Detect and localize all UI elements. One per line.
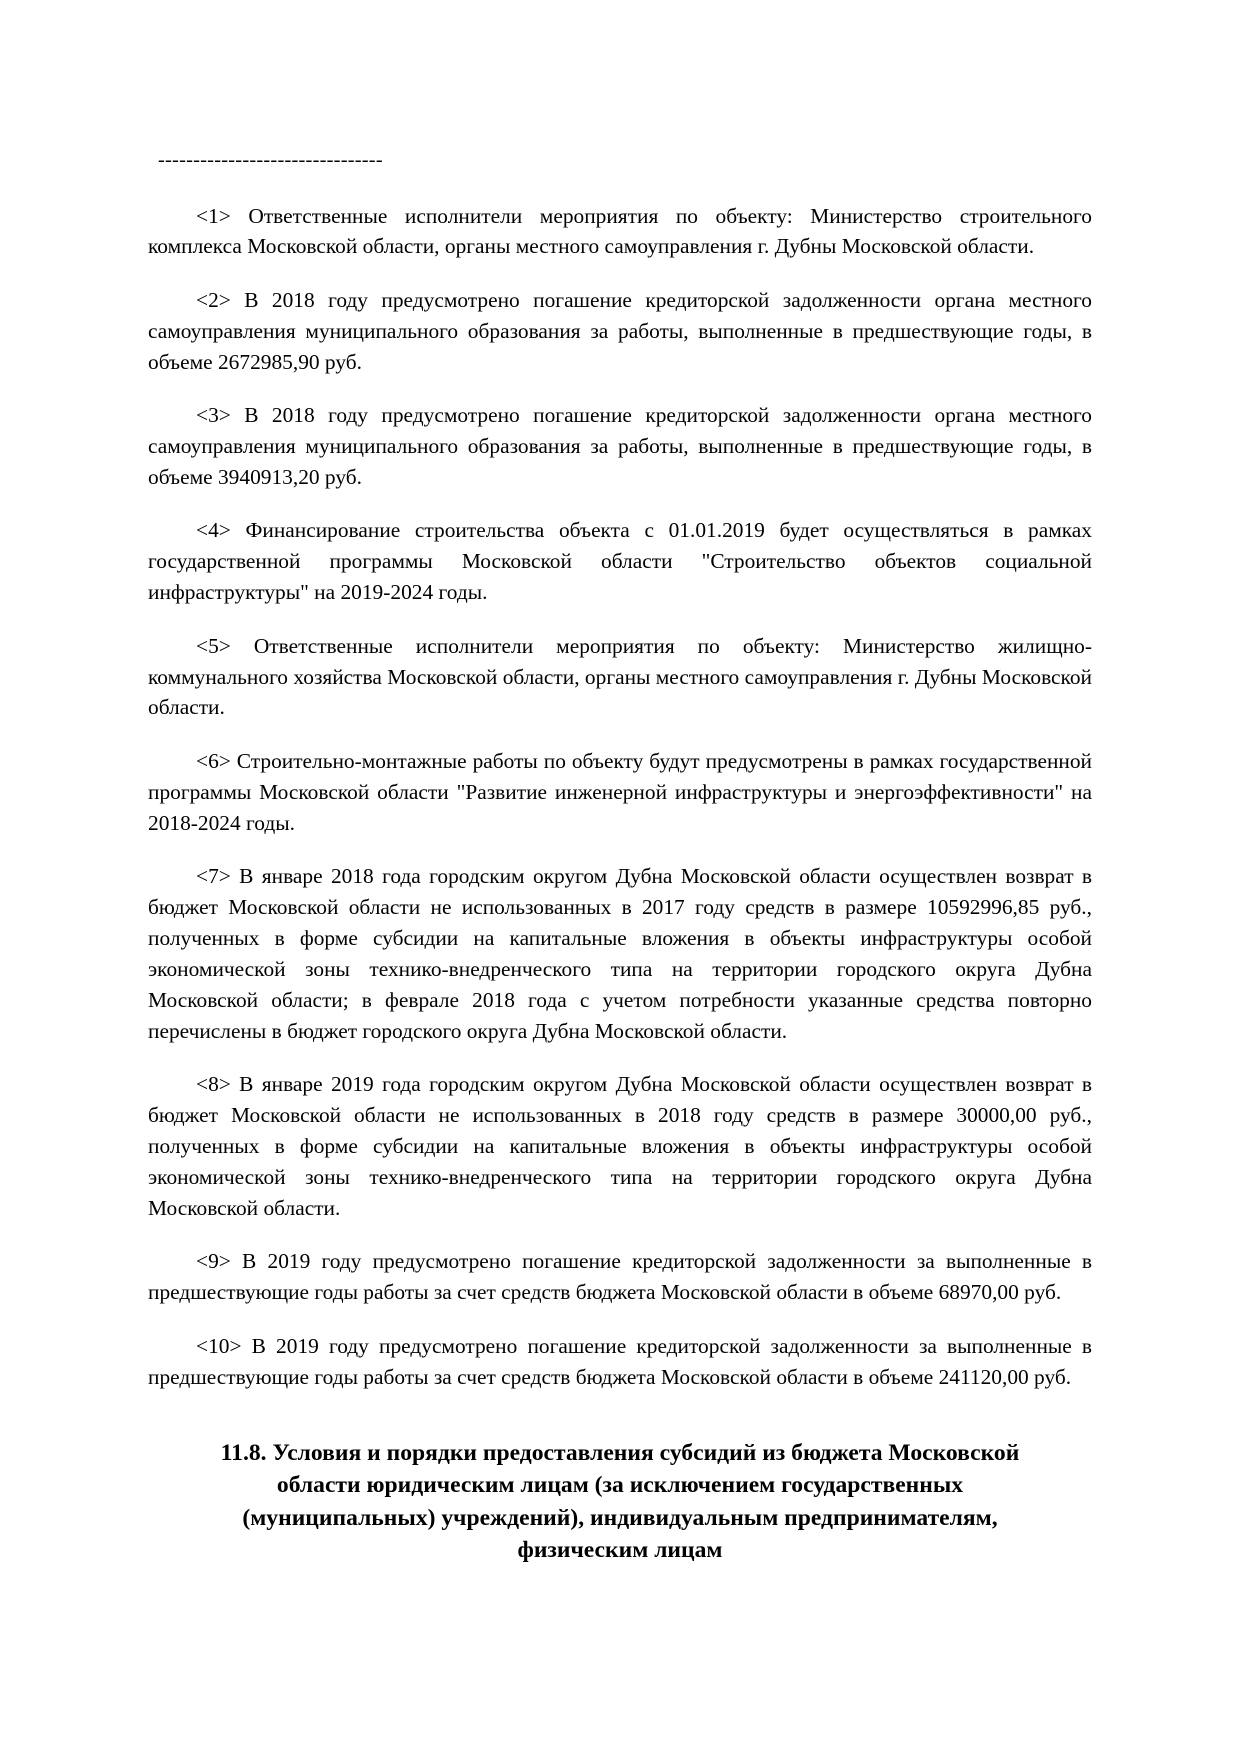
section-heading: 11.8. Условия и порядки предоставления субсидий из бюджета Московской области юридическим лицам (за исключением государственных (муниципальных) учреждений), индивидуальным предпринимателям, физическим лицам xyxy=(220,1439,1020,1564)
footnote-note-3: <3> В 2018 году предусмотрено погашение кредиторской задолженности органа местного самоуправления муниципального образования за работы, выполненные в предшествующие годы, в объеме 3940913,20 руб. xyxy=(148,403,1092,489)
footnote-note-7: <7> В январе 2018 года городским округом Дубна Московской области осуществлен возврат в бюджет Московской области не использованных в 2017 году средств в размере 10592996,85 руб., полученных в форме субсидии на капитальные вложения в объекты инфраструктуры особой экономической зоны технико-внедренческого типа на территории городского округа Дубна Московской области; в феврале 2018 года с учетом потребности указанные средства повторно перечислены в бюджет городского округа Дубна Московской области. xyxy=(148,864,1092,1043)
footnote-note-2: <2> В 2018 году предусмотрено погашение кредиторской задолженности органа местного самоуправления муниципального образования за работы, выполненные в предшествующие годы, в объеме 2672985,90 руб. xyxy=(148,287,1092,374)
footnote-note-8: <8> В январе 2019 года городским округом Дубна Московской области осуществлен возврат в бюджет Московской области не использованных в 2018 году средств в размере 30000,00 руб., полученных в форме субсидии на капитальные вложения в объекты инфраструктуры особой экономической зоны технико-внедренческого типа на территории городского округа Дубна Московской области. xyxy=(148,1072,1092,1220)
footnote-note-4: <4> Финансирование строительства объекта с 01.01.2019 будет осуществляться в рамках государственной программы Московской области "Строительство объектов социальной инфраструктуры" на 2019-2024 годы. xyxy=(148,518,1092,605)
footnote-note-1: <1> Ответственные исполнители мероприятия по объекту: Министерство строительного комплекса Московской области, органы местного самоуправления г. Дубны Московской области. xyxy=(148,203,1092,259)
footnote-separator-rule: -------------------------------- xyxy=(158,149,383,171)
page-content xyxy=(148,150,1092,1567)
footnote-note-6: <6> Строительно-монтажные работы по объекту будут предусмотрены в рамках государственной программы Московской области "Развитие инженерной инфраструктуры и энергоэффективности" на 2018-2024 годы. xyxy=(148,748,1092,835)
footnote-note-9: <9> В 2019 году предусмотрено погашение кредиторской задолженности за выполненные в предшествующие годы работы за счет средств бюджета Московской области в объеме 68970,00 руб. xyxy=(148,1249,1092,1305)
footnote-note-10: <10> В 2019 году предусмотрено погашение кредиторской задолженности за выполненные в предшествующие годы работы за счет средств бюджета Московской области в объеме 241120,00 руб. xyxy=(148,1333,1092,1389)
footnote-note-5: <5> Ответственные исполнители мероприятия по объекту: Министерство жилищно-коммунального хозяйства Московской области, органы местного самоуправления г. Дубны Московской области. xyxy=(148,633,1092,720)
